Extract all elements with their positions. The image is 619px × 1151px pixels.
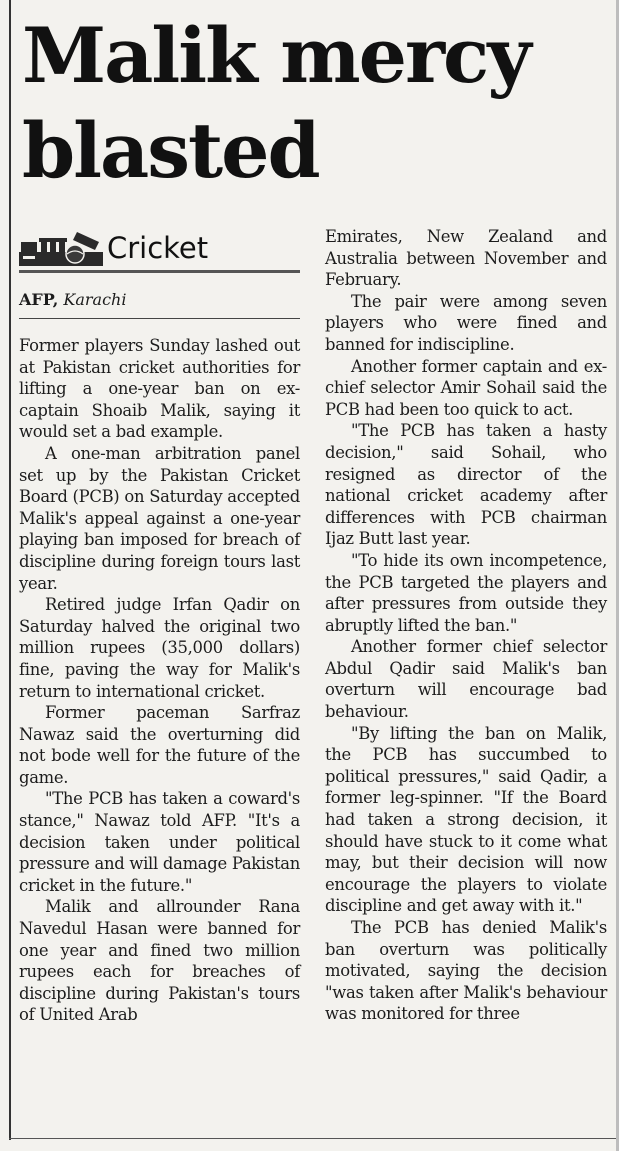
byline-place: Karachi <box>63 290 127 309</box>
byline <box>19 290 300 319</box>
section-label: Cricket <box>107 231 209 265</box>
byline-agency: AFP, <box>19 290 59 309</box>
cricket-bat-ball-stumps-icon <box>19 228 103 266</box>
paragraph: Malik and allrounder Rana Navedul Hasan were banned for one year and fined two million rupees each for breaches of discipline during Pakistan's tours of United Arab <box>19 897 300 1025</box>
paragraph: The PCB has denied Malik's ban overturn was politically motivated, saying the decision "was taken after Malik's behaviour was monitored for three <box>325 918 607 1024</box>
paragraph: "To hide its own incompetence, the PCB targeted the players and after pressures from outside they abruptly lifted the ban." <box>325 550 607 635</box>
article-column-left <box>19 228 300 1026</box>
section-header <box>19 228 300 273</box>
paragraph: Another former chief selector Abdul Qadir said Malik's ban overturn will encourage bad behaviour. <box>325 637 607 722</box>
left-column-rule <box>9 0 11 1140</box>
paragraph: The pair were among seven players who were fined and banned for indiscipline. <box>325 291 607 354</box>
paragraph: Former paceman Sarfraz Nawaz said the overturning did not bode well for the future of the game. <box>19 703 300 787</box>
paragraph: Emirates, New Zealand and Australia between November and February. <box>325 227 607 290</box>
paragraph: "The PCB has taken a coward's stance," Nawaz told AFP. "It's a decision taken under political pressure and will damage Pakistan cricket in the future." <box>19 789 300 895</box>
headline: Malik mercy blasted <box>22 11 530 195</box>
paragraph: A one-man arbitration panel set up by the Pakistan Cricket Board (PCB) on Saturday accepted Malik's appeal against a one-year playing ban imposed for breach of discipline during foreign tours last year. <box>19 443 300 593</box>
paragraph: Another former captain and ex-chief selector Amir Sohail said the PCB had been too quick to act. <box>325 356 607 419</box>
paragraph: "By lifting the ban on Malik, the PCB has succumbed to political pressures," said Qadir, a former leg-spinner. "If the Board had taken a strong decision, it should have stuck to it come what may, but their decision will now encourage the players to violate discipline and get away with it." <box>325 723 607 916</box>
paragraph: Former players Sunday lashed out at Pakistan cricket authorities for lifting a one-year ban on ex-captain Shoaib Malik, saying it would set a bad example. <box>19 336 300 442</box>
paragraph: Retired judge Irfan Qadir on Saturday halved the original two million rupees (35,000 dollars) fine, paving the way for Malik's return to international cricket. <box>19 595 300 701</box>
paragraph: "The PCB has taken a hasty decision," said Sohail, who resigned as director of the national cricket academy after differences with PCB chairman Ijaz Butt last year. <box>325 421 607 549</box>
bottom-rule <box>9 1138 616 1139</box>
article-column-right <box>325 226 607 1025</box>
